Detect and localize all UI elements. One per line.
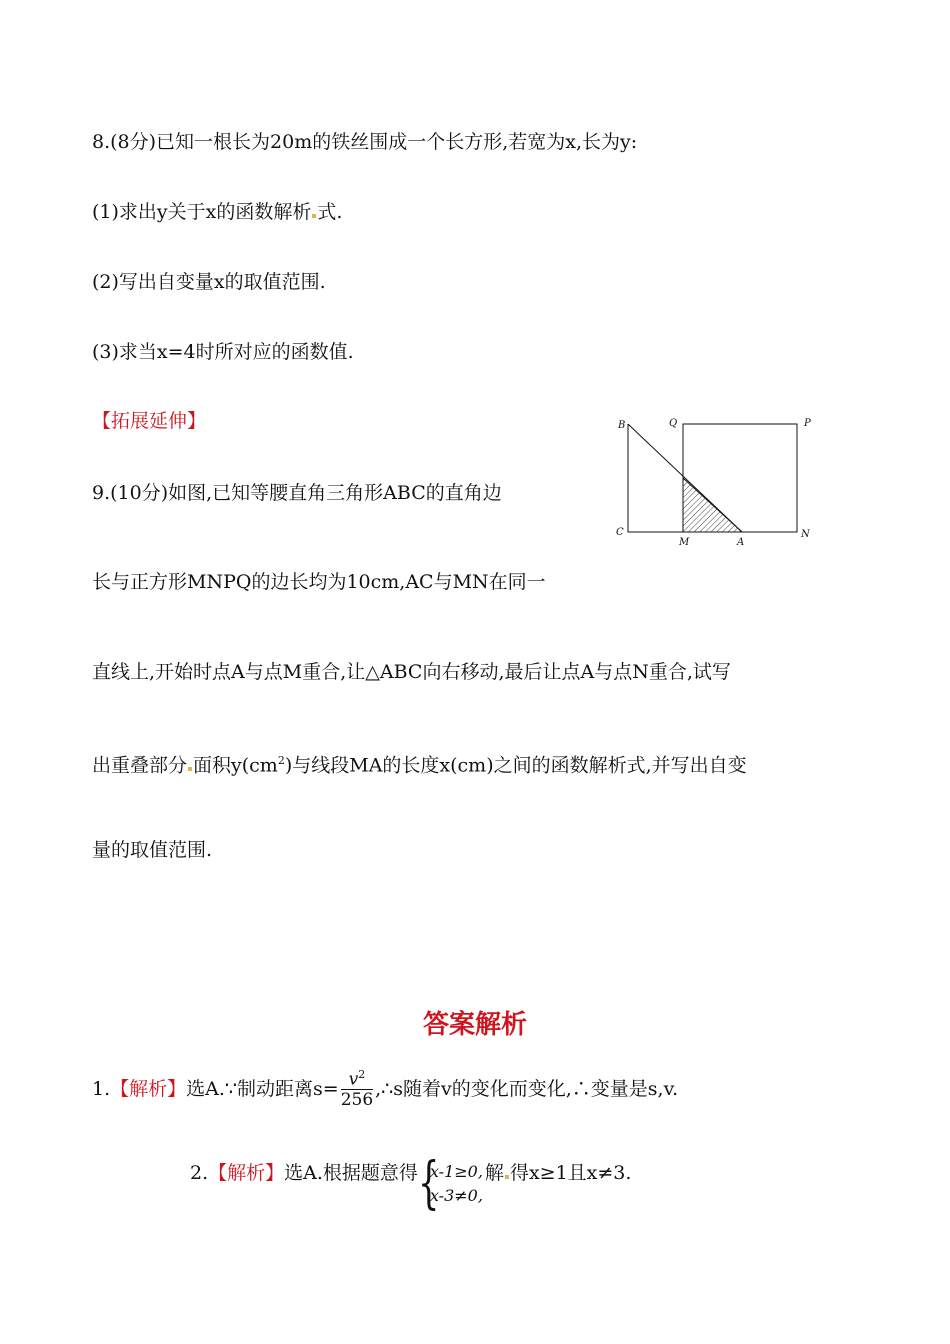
q9-line2: 长与正方形MNPQ的边长均为10cm,AC与MN在同一 — [92, 571, 546, 593]
system-row-2: x-3≠0, — [429, 1186, 483, 1205]
q9-line5: 量的取值范围. — [92, 839, 213, 861]
answer-2-number: 2. — [190, 1162, 209, 1184]
q9-line1: 9.(10分)如图,已知等腰直角三角形ABC的直角边 — [92, 482, 502, 504]
geometry-figure — [610, 412, 820, 552]
q9-line4 — [92, 749, 747, 777]
q8-stem: 8.(8分)已知一根长为20m的铁丝围成一个长方形,若宽为x,长为y: — [92, 131, 638, 153]
answer-1-text: 选A.∵制动距离s= — [186, 1077, 339, 1100]
extension-label: 【拓展延伸】 — [92, 410, 207, 432]
q8-part2: (2)写出自变量x的取值范围. — [92, 271, 326, 293]
q8-part3: (3)求当x=4时所对应的函数值. — [92, 341, 354, 363]
label-m: M — [679, 537, 690, 548]
label-q: Q — [669, 418, 678, 429]
fraction-numerator: $v^2$ — [341, 1066, 373, 1090]
fraction — [341, 1066, 373, 1110]
mark-dot — [188, 767, 192, 771]
mark-dot — [312, 214, 316, 218]
q8-part1 — [92, 200, 342, 224]
label-c: C — [616, 527, 624, 538]
answer-1-number: 1. — [92, 1077, 111, 1100]
answer-1 — [92, 1068, 678, 1112]
answer-2-text-b: 解 得x≥1且x≠3. — [484, 1162, 632, 1184]
answer-1-tag: 【解析】 — [110, 1077, 187, 1100]
answer-2-tag: 【解析】 — [208, 1162, 285, 1184]
answer-1-text-b: ,∴s随着v的变化而变化,∴变量是s,v. — [375, 1077, 679, 1100]
brace-icon: { — [417, 1151, 440, 1216]
answer-2-text: 选A.根据题意得 — [284, 1162, 418, 1184]
mark-dot — [505, 1175, 509, 1179]
answers-title: 答案解析 — [422, 1010, 527, 1040]
q8-part1-text: (1)求出y关于x的函数解析 — [92, 201, 312, 223]
superscript: 2 — [277, 754, 285, 767]
label-b: B — [618, 420, 626, 431]
system-row-1: x-1≥0, — [429, 1162, 483, 1181]
answer-2 — [190, 1150, 632, 1216]
equation-system — [417, 1151, 483, 1216]
fraction-denominator: 256 — [340, 1089, 374, 1110]
q9-line4-text-b: 面积y(cm — [193, 754, 278, 777]
q8-part1-text-end: 式. — [317, 201, 343, 223]
label-a: A — [737, 537, 745, 548]
q9-line3: 直线上,开始时点A与点M重合,让△ABC向右移动,最后让点A与点N重合,试写 — [92, 661, 731, 683]
q9-line4-text: 出重叠部分 — [92, 754, 188, 777]
label-n: N — [801, 529, 810, 540]
q9-line4-text-c: )与线段MA的长度x(cm)之间的函数解析式,并写出自变 — [284, 754, 747, 777]
label-p: P — [804, 418, 811, 429]
